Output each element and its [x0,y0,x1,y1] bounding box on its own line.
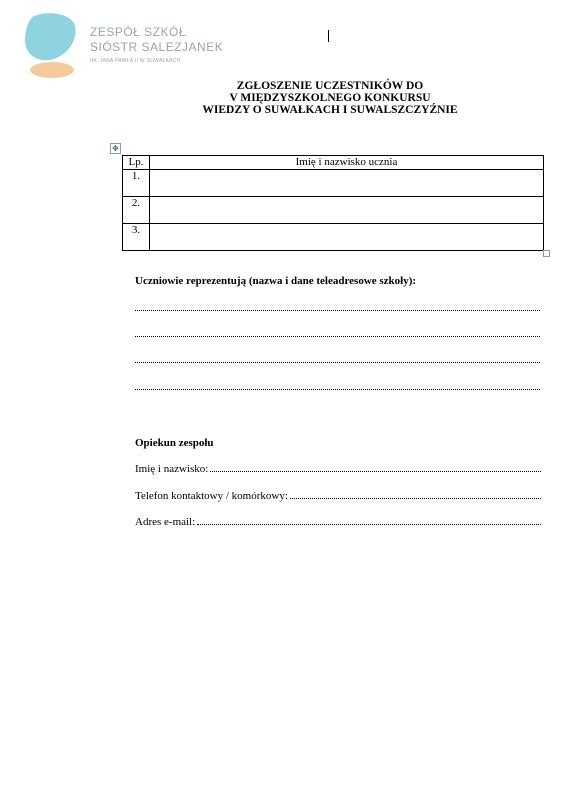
supervisor-phone-field [135,490,541,502]
supervisor-email-label: Adres e-mail: [135,516,196,528]
row-number: 2. [123,197,150,224]
row-number: 1. [123,170,150,197]
school-info-line[interactable] [135,310,540,311]
supervisor-email-fill[interactable] [197,524,541,525]
row-number: 3. [123,224,150,251]
student-name-cell[interactable] [150,224,544,251]
student-name-cell[interactable] [150,170,544,197]
title-line-1: ZGŁOSZENIE UCZESTNIKÓW DO [236,80,424,92]
students-table [122,155,544,251]
logo-text-line3: IM. JANA PAWŁA II W SUWAŁKACH [90,58,181,64]
table-header-row [123,156,544,170]
logo-text-line2: SIÓSTR SALEZJANEK [90,40,224,54]
document-title [140,80,520,116]
supervisor-phone-label: Telefon kontaktowy / komórkowy: [135,490,288,502]
supervisor-name-label: Imię i nazwisko: [135,463,209,475]
representation-label: Uczniowie reprezentują (nazwa i dane teleadresowe szkoły): [135,275,417,287]
supervisor-phone-fill[interactable] [290,498,541,499]
table-row [123,197,544,224]
school-info-line[interactable] [135,336,540,337]
supervisor-name-field [135,463,541,475]
text-cursor [328,30,329,42]
table-row [123,224,544,251]
school-info-line[interactable] [135,362,540,363]
logo-blue-shape [25,13,76,60]
school-info-line[interactable] [135,389,540,390]
supervisor-heading: Opiekun zespołu [135,437,214,449]
header-name: Imię i nazwisko ucznia [150,156,544,170]
table-move-handle-icon[interactable]: ✥ [110,143,121,154]
header-lp: Lp. [123,156,150,170]
school-logo [20,12,90,80]
logo-text-line1: ZESPÓŁ SZKÓŁ [90,25,187,39]
table-resize-handle[interactable] [543,250,550,257]
student-name-cell[interactable] [150,197,544,224]
title-line-2: V MIĘDZYSZKOLNEGO KONKURSU [229,92,431,104]
title-line-3: WIEDZY O SUWAŁKACH I SUWALSZCZYŹNIE [202,104,458,116]
supervisor-email-field [135,516,541,528]
logo-text [90,25,223,64]
logo-orange-shape [30,62,74,78]
table-row [123,170,544,197]
supervisor-name-fill[interactable] [210,471,541,472]
